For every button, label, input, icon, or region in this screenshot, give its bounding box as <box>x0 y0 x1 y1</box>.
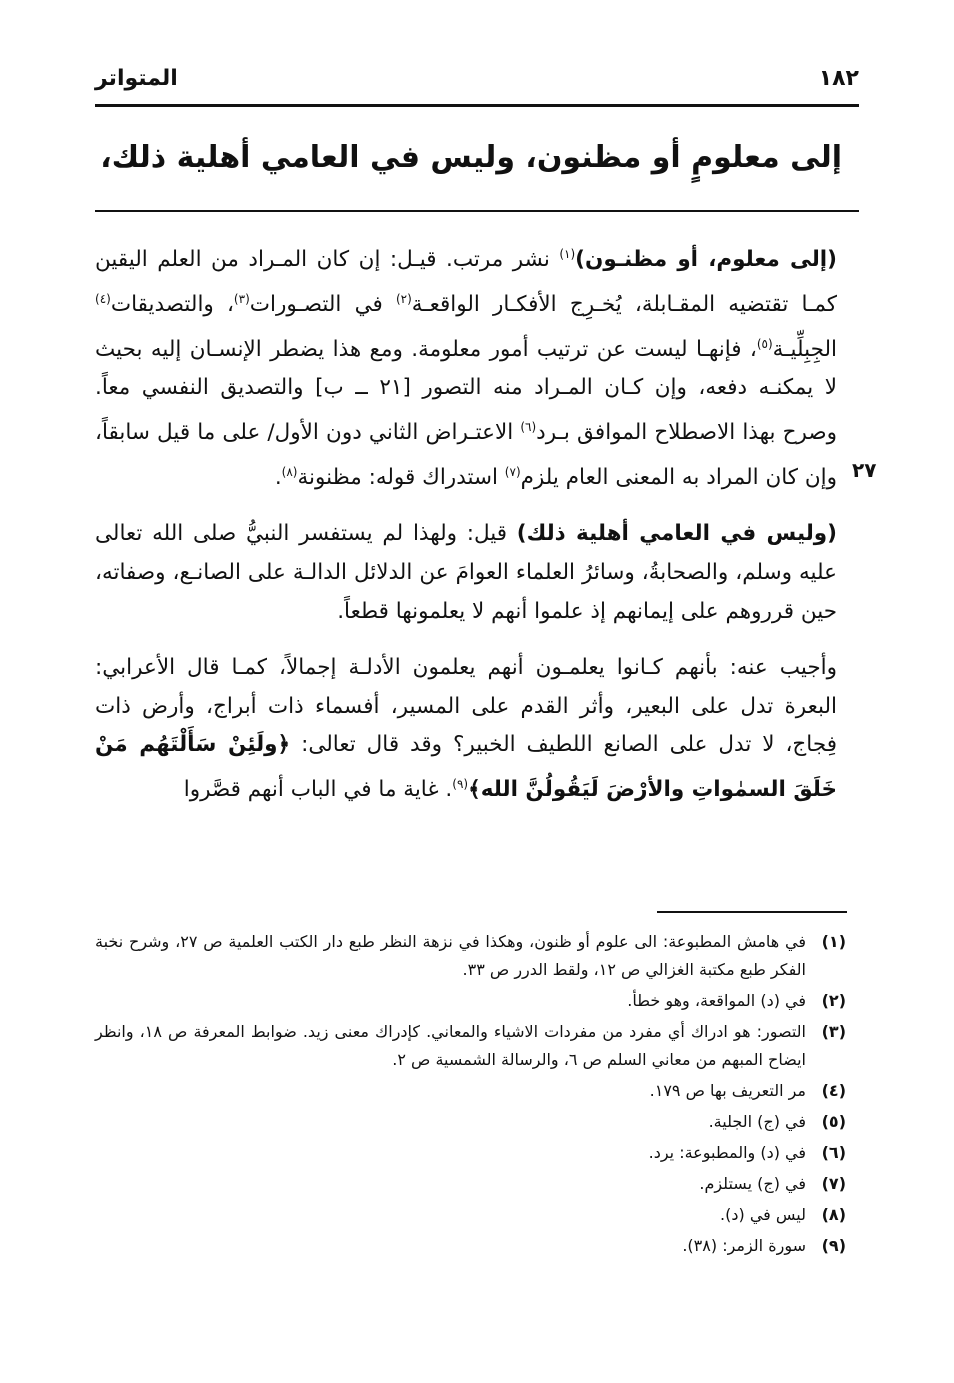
footnote-number: (١) <box>821 932 846 951</box>
footnote <box>95 928 846 984</box>
footnote-number: (٣) <box>821 1022 846 1041</box>
page-number: ١٨٢ <box>818 65 859 91</box>
footnote-number: (٤) <box>821 1081 846 1100</box>
footnote <box>95 1170 846 1198</box>
footnote <box>95 1139 846 1167</box>
paragraph-text: . <box>274 464 282 490</box>
footnote-number: (٢) <box>821 991 846 1010</box>
paragraph-text: نشر مرتب. قيـل: إن كان المـراد من العلم اليقين كمـا تقتضيه المقـابلة، يُخـرِج الأفكـار الواقعـة <box>95 247 838 317</box>
footnote-ref: (١) <box>559 247 576 261</box>
page-header <box>95 58 859 98</box>
footnote-ref: (٤) <box>95 291 111 306</box>
footnote <box>95 1108 846 1136</box>
footnote-text: في هامش المطبوعة: الى علوم أو ظنون، وهكذا في نزهة النظر طبع دار الكتب العلمية ص ٢٧، وشرح نخبة الفكر طبع مكتبة الغزالي ص ١٢، ولقط الدرر ص ٣٣. <box>95 932 807 979</box>
paragraph-text: استدراك قوله: مظنونة <box>297 464 505 490</box>
lemma: (وليس في العامي أهلية ذلك) <box>516 521 837 547</box>
footnote <box>95 1232 846 1260</box>
footnotes <box>95 928 846 1263</box>
paragraph-text: في التصـورات <box>249 291 396 317</box>
paragraph-text: الاعتـراض الثاني دون الأول/ على ما قيل سابقاً، وإن كان المراد به المعنى العام يلزم <box>95 420 837 490</box>
footnote-ref: (٩) <box>452 776 469 791</box>
footnote-ref: (٨) <box>281 464 298 479</box>
footnote-ref: (٢) <box>395 291 412 306</box>
paragraph-text: الجِبِلِّيـة <box>772 336 837 362</box>
header-rule <box>95 104 859 107</box>
footnote <box>95 1018 846 1074</box>
footnote-text: في (د) المواقعة، وهو خطأ. <box>627 991 806 1010</box>
footnote-number: (٥) <box>821 1112 846 1131</box>
footnote-ref: (٥) <box>756 336 773 351</box>
section-divider <box>95 210 859 212</box>
footnote-number: (٦) <box>821 1143 846 1162</box>
footnote-text: في (ج) الجلية. <box>708 1112 806 1131</box>
paragraph-text: ، والتصديقات <box>110 291 234 317</box>
footnote <box>95 1077 846 1105</box>
footnote-number: (٩) <box>821 1236 846 1255</box>
lemma: (إلى معلوم، أو مظنـون) <box>575 247 837 273</box>
footnote-number: (٧) <box>821 1174 846 1193</box>
commentary-paragraph-3 <box>95 649 837 810</box>
footnote-text: مر التعريف بها ص ١٧٩. <box>649 1081 806 1100</box>
commentary-paragraph-1 <box>95 235 837 497</box>
running-title: المتواتر <box>95 65 178 91</box>
footnote-text: التصور: هو ادراك أي مفرد من مفردات الاشياء والمعاني. كإدراك معنى زيد. ضوابط المعرفة ص ١٨، وانظر ايضاح المبهم من معاني السلم ص ٦، والرسالة الشمسية ص ٢. <box>95 1022 806 1069</box>
footnote-ref: (٣) <box>233 291 250 306</box>
manuscript-folio-marker: ٢٧ <box>852 458 877 482</box>
footnote-separator <box>657 911 847 913</box>
footnote <box>95 987 846 1015</box>
matn-text: إلى معلومٍ أو مظنون، وليس في العامي أهلية ذلك، <box>100 140 842 175</box>
paragraph-text: ، فإنهـا ليست عن ترتيب أمور معلومة. ومع هذا يضطر الإنسـان إليه بحيث لا يمكنـه دفعه، وإن كـان المـراد منه التصور [٢١ ــ ب] والتصديق النفسي معاً. وصرح بهذا الاصطلاح الموافق بـرد <box>95 336 837 445</box>
paragraph-text: قيل: ولهذا لم يستفسر النبيُّ صلى الله تعالى عليه وسلم، والصحابةُ، وسائرُ العلماء العوامَ عن الدلائل الدالـة على الصانـع، وصفاته، حين قرروهم على إيمانهم إذ علموا أنهم لا يعلمونها قطعاً. <box>95 521 837 624</box>
footnote-text: في (ج) يستلزم. <box>699 1174 806 1193</box>
quran-quote: ﴿ولَئِنْ سَأَلْتَهُم مَنْ خَلَقَ السمٰواتِ والأرْضَ لَيَقُولُنَّ الله﴾ <box>95 732 837 803</box>
commentary-body <box>95 235 837 828</box>
footnote-ref: (٦) <box>520 419 537 434</box>
footnote <box>95 1201 846 1229</box>
paragraph-text: وأجيب عنه: بأنهم كـانوا يعلمـون أنهم يعلمون الأدلـة إجمالاً، كمـا قال الأعرابي: البعرة تدل على البعير، وأثر القدم على المسير، أفسماء ذات أبراج، وأرض ذات فِجاج، لا تدل على الصانع اللطيف الخبير؟ وقد قال تعالى: <box>95 655 837 758</box>
footnote-text: سورة الزمر: (٣٨). <box>682 1236 806 1255</box>
footnote-ref: (٧) <box>504 464 521 479</box>
commentary-paragraph-2 <box>95 515 837 631</box>
footnote-text: في (د) والمطبوعة: يرد. <box>648 1143 806 1162</box>
footnote-number: (٨) <box>821 1205 846 1224</box>
footnote-text: ليس في (د). <box>720 1205 806 1224</box>
paragraph-text: . غاية ما في الباب أنهم قصَّروا <box>183 777 453 803</box>
